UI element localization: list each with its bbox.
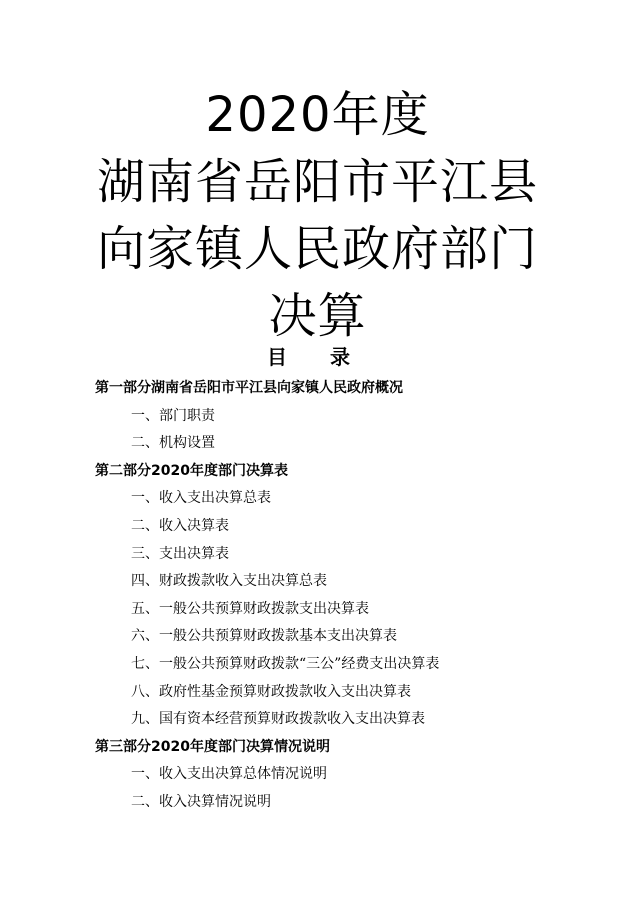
document-title xyxy=(0,82,635,350)
toc-entry: 四、财政拨款收入支出决算总表 xyxy=(131,573,327,590)
toc-heading-text: 目 录 xyxy=(267,345,368,369)
toc-entry: 九、国有资本经营预算财政拨款收入支出决算表 xyxy=(131,711,425,728)
table-of-contents xyxy=(95,375,615,817)
toc-entry: 一、收入支出决算总表 xyxy=(131,490,271,507)
title-line-final-accounts: 决算 xyxy=(268,288,367,344)
title-line-year: 2020年度 xyxy=(205,87,430,143)
toc-entry: 一、部门职责 xyxy=(131,407,215,424)
toc-entry: 二、收入决算情况说明 xyxy=(131,793,271,810)
toc-entry: 三、支出决算表 xyxy=(131,545,229,562)
toc-part-heading: 第三部分2020年度部门决算情况说明 xyxy=(95,738,330,755)
toc-part-heading: 第一部分湖南省岳阳市平江县向家镇人民政府概况 xyxy=(95,380,403,396)
toc-part-heading: 第二部分2020年度部门决算表 xyxy=(95,462,288,479)
toc-entry: 五、一般公共预算财政拨款支出决算表 xyxy=(131,600,369,617)
toc-entry: 八、政府性基金预算财政拨款收入支出决算表 xyxy=(131,683,411,700)
title-line-department: 向家镇人民政府部门 xyxy=(96,221,538,277)
toc-entry: 一、收入支出决算总体情况说明 xyxy=(131,766,327,783)
title-line-region: 湖南省岳阳市平江县 xyxy=(96,154,538,210)
toc-entry: 七、一般公共预算财政拨款“三公”经费支出决算表 xyxy=(131,655,440,672)
toc-entry: 二、收入决算表 xyxy=(131,517,229,534)
toc-entry: 二、机构设置 xyxy=(131,435,215,452)
toc-entry: 六、一般公共预算财政拨款基本支出决算表 xyxy=(131,628,397,645)
toc-heading xyxy=(0,344,635,370)
